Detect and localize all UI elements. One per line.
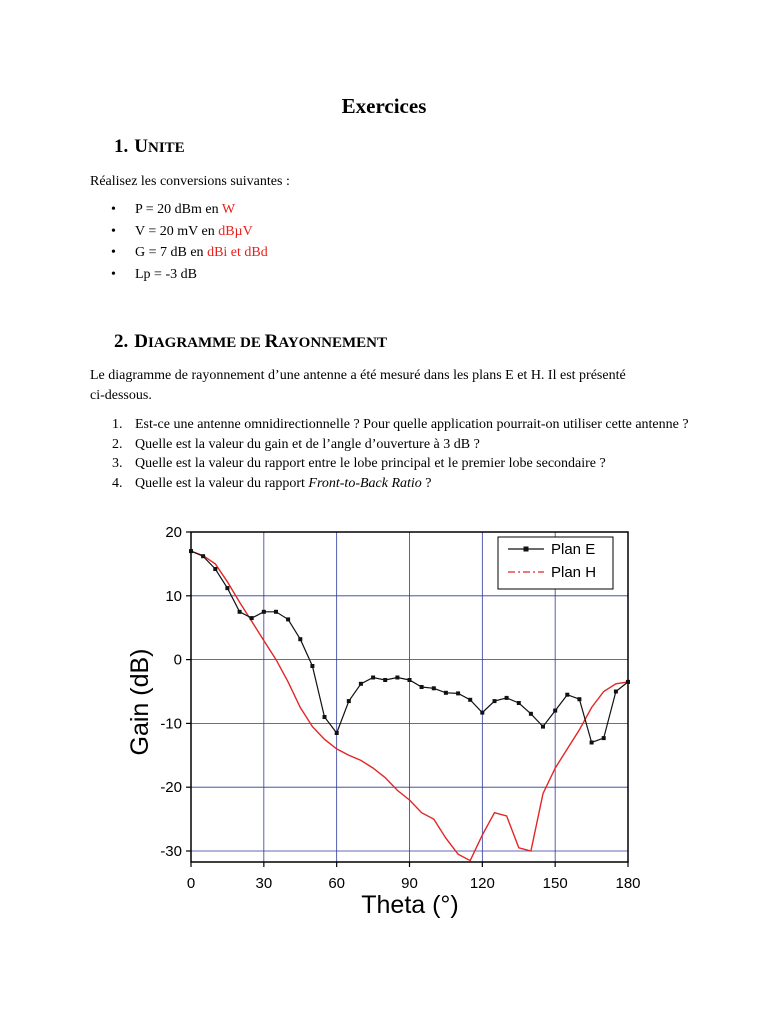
legend-label-plan-e: Plan E: [551, 541, 596, 558]
legend-label-plan-h: Plan H: [551, 564, 597, 581]
data-point-plan-e: [274, 610, 278, 614]
data-point-plan-e: [383, 678, 387, 682]
y-tick-label: 20: [165, 524, 182, 541]
list-item: • V = 20 mV en dBµV: [90, 221, 268, 243]
data-point-plan-e: [468, 698, 472, 702]
data-point-plan-e: [420, 685, 424, 689]
data-point-plan-e: [590, 741, 594, 745]
data-point-plan-e: [565, 693, 569, 697]
conversion-list: [90, 199, 268, 285]
list-item: • P = 20 dBm en W: [90, 199, 268, 221]
list-item: • G = 7 dB en dBi et dBd: [90, 242, 268, 264]
data-point-plan-e: [529, 712, 533, 716]
x-axis-label: Theta (°): [361, 891, 459, 919]
data-point-plan-e: [238, 610, 242, 614]
x-tick-label: 150: [542, 875, 568, 892]
data-point-plan-e: [517, 701, 521, 705]
data-point-plan-e: [323, 715, 327, 719]
data-point-plan-e: [298, 637, 302, 641]
x-tick-label: 180: [615, 875, 641, 892]
x-tick-label: 0: [186, 875, 196, 892]
section-2-heading: 2. DIAGRAMME DE RAYONNEMENT: [114, 331, 388, 352]
data-point-plan-e: [335, 731, 339, 735]
list-item: 4. Quelle est la valeur du rapport Front-to-Back Ratio ?: [112, 475, 432, 491]
data-point-plan-e: [553, 709, 557, 713]
y-axis-label: Gain (dB): [126, 648, 154, 756]
data-point-plan-e: [577, 697, 581, 701]
section-1-heading: 1. UNITE: [114, 136, 185, 157]
data-point-plan-e: [262, 610, 266, 614]
data-point-plan-e: [408, 678, 412, 682]
y-tick-label: 10: [165, 587, 182, 605]
data-point-plan-e: [432, 686, 436, 690]
data-point-plan-e: [505, 696, 509, 700]
page-title: Exercices: [341, 94, 427, 118]
data-point-plan-e: [626, 680, 630, 684]
data-point-plan-e: [395, 676, 399, 680]
y-tick-label: 0: [173, 651, 182, 669]
data-point-plan-e: [213, 567, 217, 571]
data-point-plan-e: [480, 711, 484, 715]
data-point-plan-e: [444, 691, 448, 695]
data-point-plan-e: [250, 616, 254, 620]
data-point-plan-e: [347, 699, 351, 703]
data-point-plan-e: [359, 682, 363, 686]
data-point-plan-e: [201, 554, 205, 558]
x-tick-label: 120: [469, 875, 495, 892]
gain-chart: [0, 510, 768, 930]
question-list: [90, 415, 690, 493]
chart-legend: [498, 537, 613, 589]
data-point-plan-e: [614, 690, 618, 694]
data-point-plan-e: [493, 699, 497, 703]
data-point-plan-e: [602, 736, 606, 740]
data-point-plan-e: [286, 617, 290, 621]
list-item: 3. Quelle est la valeur du rapport entre le lobe principal et le premier lobe secondaire ?: [112, 456, 606, 471]
data-point-plan-e: [189, 549, 193, 553]
y-tick-label: -20: [160, 779, 182, 797]
list-item: 1. Est-ce une antenne omnidirectionnelle ? Pour quelle application pourrait-on utiliser cette antenne ?: [112, 417, 689, 432]
data-point-plan-e: [225, 586, 229, 590]
data-point-plan-e: [456, 691, 460, 695]
list-item: • Lp = -3 dB: [90, 264, 268, 286]
y-tick-label: -10: [160, 715, 182, 733]
section-1-intro: Réalisez les conversions suivantes :: [90, 174, 290, 189]
x-tick-label: 60: [328, 875, 346, 892]
list-item: 2. Quelle est la valeur du gain et de l’angle d’ouverture à 3 dB ?: [112, 436, 480, 452]
data-point-plan-e: [310, 664, 314, 668]
data-point-plan-e: [541, 725, 545, 729]
legend-marker-plan-e: [524, 547, 529, 552]
x-tick-label: 90: [401, 875, 418, 892]
section-2-intro: Le diagramme de rayonnement d’une antenne a été mesuré dans les plans E et H. Il est présenté ci-dessous.: [90, 368, 626, 403]
x-tick-label: 30: [255, 875, 273, 892]
data-point-plan-e: [371, 676, 375, 680]
y-tick-label: -30: [160, 843, 182, 860]
